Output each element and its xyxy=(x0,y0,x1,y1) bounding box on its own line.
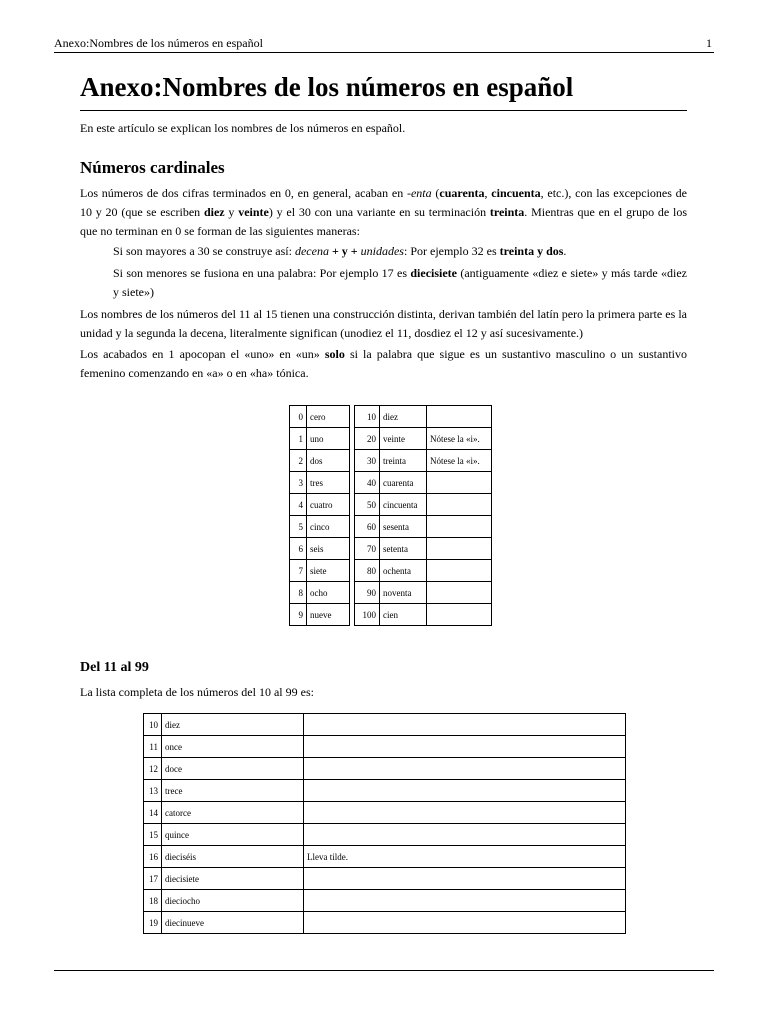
number-name: quince xyxy=(162,824,304,846)
note xyxy=(304,912,626,934)
unit-number: 2 xyxy=(290,450,307,472)
note xyxy=(304,736,626,758)
unit-name: seis xyxy=(307,538,350,560)
unit-number: 4 xyxy=(290,494,307,516)
number: 17 xyxy=(144,868,162,890)
tens-number: 30 xyxy=(355,450,380,472)
cardinals-table-body xyxy=(290,406,492,626)
page-title: Anexo:Nombres de los números en español xyxy=(80,72,574,102)
tens-name: treinta xyxy=(380,450,427,472)
tens-name: cuarenta xyxy=(380,472,427,494)
unit-number: 0 xyxy=(290,406,307,428)
number: 15 xyxy=(144,824,162,846)
table-row xyxy=(290,582,492,604)
note xyxy=(427,472,492,494)
unit-number: 8 xyxy=(290,582,307,604)
intro-text: En este artículo se explican los nombres de los números en español. xyxy=(80,121,406,135)
numbers-table-body xyxy=(144,714,626,934)
section2-intro: La lista completa de los números del 10 al 99 es: xyxy=(80,685,314,699)
unit-name: siete xyxy=(307,560,350,582)
unit-name: nueve xyxy=(307,604,350,626)
tens-number: 80 xyxy=(355,560,380,582)
paragraph-apocope: Los acabados en 1 apocopan el «uno» en «un» solo si la palabra que sigue es un sustantivo masculino o un sustantivo femenino comenzando en «a» o en «ha» tónica. xyxy=(80,347,687,380)
number-name: dieciocho xyxy=(162,890,304,912)
number: 18 xyxy=(144,890,162,912)
number: 19 xyxy=(144,912,162,934)
table-row xyxy=(144,736,626,758)
number-name: doce xyxy=(162,758,304,780)
tens-name: ochenta xyxy=(380,560,427,582)
note xyxy=(304,758,626,780)
table-row xyxy=(144,758,626,780)
table-row xyxy=(290,604,492,626)
note xyxy=(427,582,492,604)
header-title: Anexo:Nombres de los números en español xyxy=(54,36,263,50)
unit-number: 5 xyxy=(290,516,307,538)
note xyxy=(427,560,492,582)
paragraph-menores: Si son menores se fusiona en una palabra: Por ejemplo 17 es diecisiete (antiguamente «diez e siete» y más tarde «diez y siete») xyxy=(113,266,687,299)
footer-rule xyxy=(54,970,714,971)
running-header xyxy=(54,34,714,53)
table-row xyxy=(144,802,626,824)
number: 11 xyxy=(144,736,162,758)
note: Nótese la «i». xyxy=(427,428,492,450)
number-name: once xyxy=(162,736,304,758)
tens-name: diez xyxy=(380,406,427,428)
tens-number: 60 xyxy=(355,516,380,538)
table-row xyxy=(290,450,492,472)
tens-number: 100 xyxy=(355,604,380,626)
tens-name: veinte xyxy=(380,428,427,450)
tens-name: noventa xyxy=(380,582,427,604)
tens-number: 90 xyxy=(355,582,380,604)
note xyxy=(304,868,626,890)
paragraph-cardinales-1: Los números de dos cifras terminados en 0, en general, acaban en -enta (cuarenta, cincuenta, etc.), con las excepciones de 10 y 20 (que se escriben diez y veinte) y el 30 con una variante en su terminación treinta. Mientras que en el grupo de los que no terminan en 0 se forman de las siguientes maneras: xyxy=(80,186,688,238)
table-row xyxy=(290,516,492,538)
section-heading-cardinales: Números cardinales xyxy=(80,158,225,177)
note: Lleva tilde. xyxy=(304,846,626,868)
unit-name: cuatro xyxy=(307,494,350,516)
table-row xyxy=(290,406,492,428)
unit-number: 6 xyxy=(290,538,307,560)
tens-name: cincuenta xyxy=(380,494,427,516)
number: 13 xyxy=(144,780,162,802)
tens-number: 40 xyxy=(355,472,380,494)
note: Nótese la «i». xyxy=(427,450,492,472)
number-name: catorce xyxy=(162,802,304,824)
number-name: trece xyxy=(162,780,304,802)
note xyxy=(427,538,492,560)
table-row xyxy=(290,494,492,516)
unit-number: 1 xyxy=(290,428,307,450)
table-row xyxy=(290,472,492,494)
unit-name: cinco xyxy=(307,516,350,538)
table-row xyxy=(144,714,626,736)
table-row xyxy=(144,824,626,846)
paragraph-mayores-30: Si son mayores a 30 se construye así: decena + y + unidades: Por ejemplo 32 es treinta y dos. xyxy=(113,244,567,258)
unit-name: tres xyxy=(307,472,350,494)
unit-name: dos xyxy=(307,450,350,472)
table-row xyxy=(144,868,626,890)
title-rule xyxy=(80,110,687,111)
number: 16 xyxy=(144,846,162,868)
tens-name: setenta xyxy=(380,538,427,560)
paragraph-11-al-15: Los nombres de los números del 11 al 15 tienen una construcción distinta, derivan también del latín pero la primera parte es la unidad y la segunda la decena, literalmente significan (unodiez el 11, dosdiez el 12 y así sucesivamente.) xyxy=(80,307,687,340)
table-row xyxy=(144,846,626,868)
note xyxy=(304,802,626,824)
section-heading-11-99: Del 11 al 99 xyxy=(80,660,149,675)
table-row xyxy=(144,890,626,912)
cardinals-table xyxy=(289,405,492,626)
unit-name: ocho xyxy=(307,582,350,604)
page-number: 1 xyxy=(706,36,712,50)
tens-number: 10 xyxy=(355,406,380,428)
note xyxy=(427,406,492,428)
tens-number: 50 xyxy=(355,494,380,516)
number: 12 xyxy=(144,758,162,780)
unit-number: 7 xyxy=(290,560,307,582)
note xyxy=(304,824,626,846)
unit-name: uno xyxy=(307,428,350,450)
table-row xyxy=(144,780,626,802)
number: 14 xyxy=(144,802,162,824)
table-row xyxy=(144,912,626,934)
number-name: diez xyxy=(162,714,304,736)
number-name: dieciséis xyxy=(162,846,304,868)
table-row xyxy=(290,560,492,582)
note xyxy=(304,780,626,802)
note xyxy=(427,516,492,538)
note xyxy=(304,890,626,912)
table-row xyxy=(290,428,492,450)
unit-number: 9 xyxy=(290,604,307,626)
unit-name: cero xyxy=(307,406,350,428)
tens-name: cien xyxy=(380,604,427,626)
note xyxy=(427,494,492,516)
unit-number: 3 xyxy=(290,472,307,494)
note xyxy=(427,604,492,626)
number-name: diecinueve xyxy=(162,912,304,934)
note xyxy=(304,714,626,736)
tens-number: 20 xyxy=(355,428,380,450)
number-name: diecisiete xyxy=(162,868,304,890)
tens-name: sesenta xyxy=(380,516,427,538)
tens-number: 70 xyxy=(355,538,380,560)
numbers-10-99-table xyxy=(143,713,626,934)
table-row xyxy=(290,538,492,560)
number: 10 xyxy=(144,714,162,736)
